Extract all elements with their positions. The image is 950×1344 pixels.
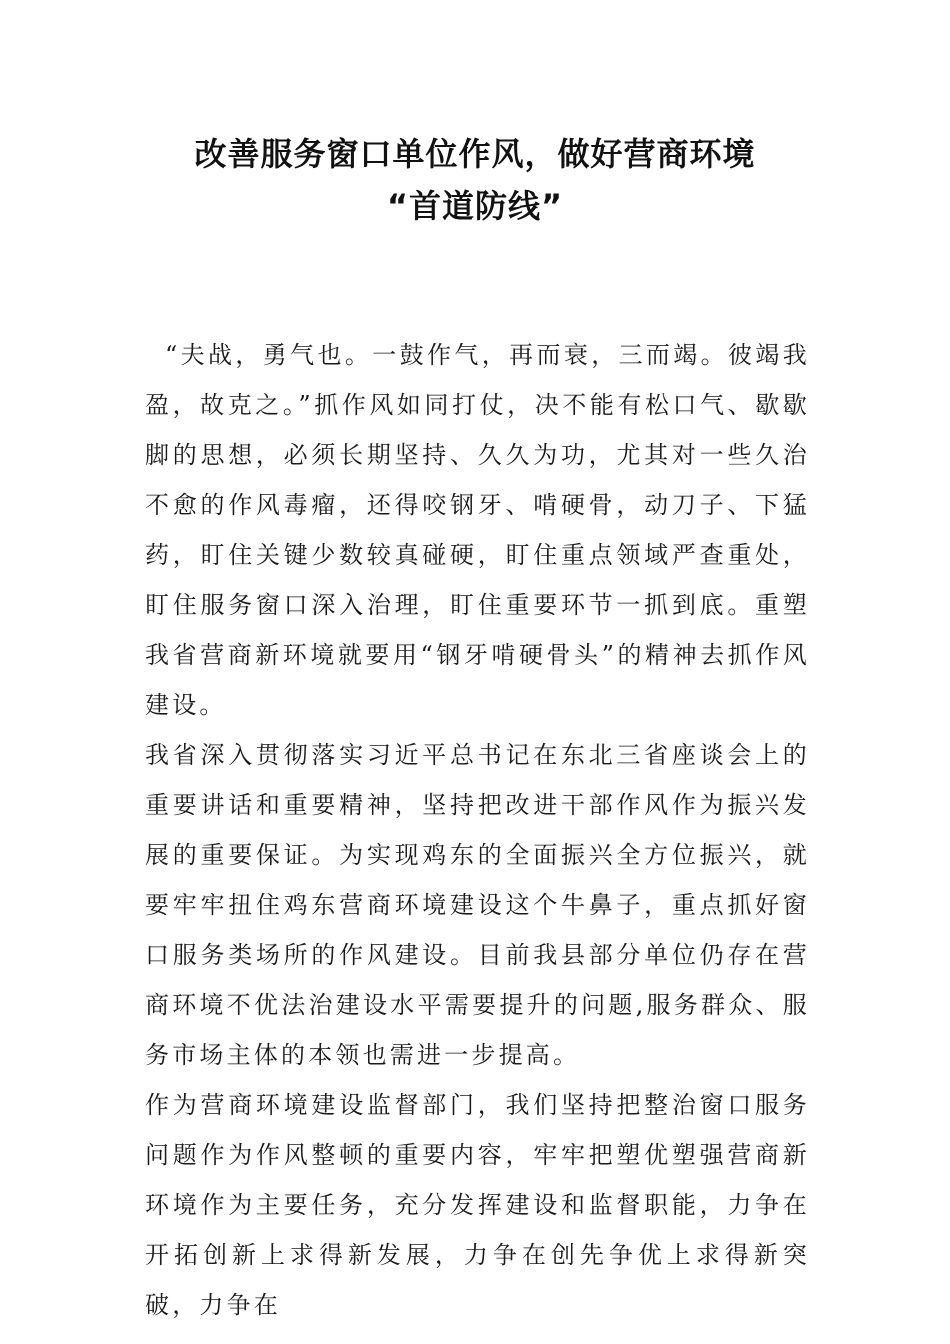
paragraph-3: 作为营商环境建设监督部门，我们坚持把整治窗口服务问题作为作风整顿的重要内容，牢牢把塑优塑强营商新环境作为主要任务，充分发挥建设和监督职能，力争在开拓创新上求得新发展，力争在创先争优上求得新突破，力争在	[145, 1091, 810, 1319]
paragraph-1: “夫战，勇气也。一鼓作气，再而衰，三而竭。彼竭我盈，故克之。”抓作风如同打仗，决不能有松口气、歇歇脚的思想，必须长期坚持、久久为功，尤其对一些久治不愈的作风毒瘤，还得咬钢牙、啃硬骨，动刀子、下猛药，盯住关键少数较真碰硬，盯住重点领域严查重处，盯住服务窗口深入治理，盯住重要环节一抓到底。重塑我省营商新环境就要用“钢牙啃硬骨头”的精神去抓作风建设。	[145, 341, 810, 719]
title-line-2: “首道防线”	[386, 187, 564, 225]
document-title	[0, 128, 950, 232]
title-line-1: 改善服务窗口单位作风，做好营商环境	[194, 135, 756, 173]
paragraph-2: 我省深入贯彻落实习近平总书记在东北三省座谈会上的重要讲话和重要精神，坚持把改进干部作风作为振兴发展的重要保证。为实现鸡东的全面振兴全方位振兴，就要牢牢扭住鸡东营商环境建设这个牛鼻子，重点抓好窗口服务类场所的作风建设。目前我县部分单位仍存在营商环境不优法治建设水平需要提升的问题,服务群众、服务市场主体的本领也需进一步提高。	[145, 741, 810, 1069]
document-body	[145, 330, 810, 1330]
